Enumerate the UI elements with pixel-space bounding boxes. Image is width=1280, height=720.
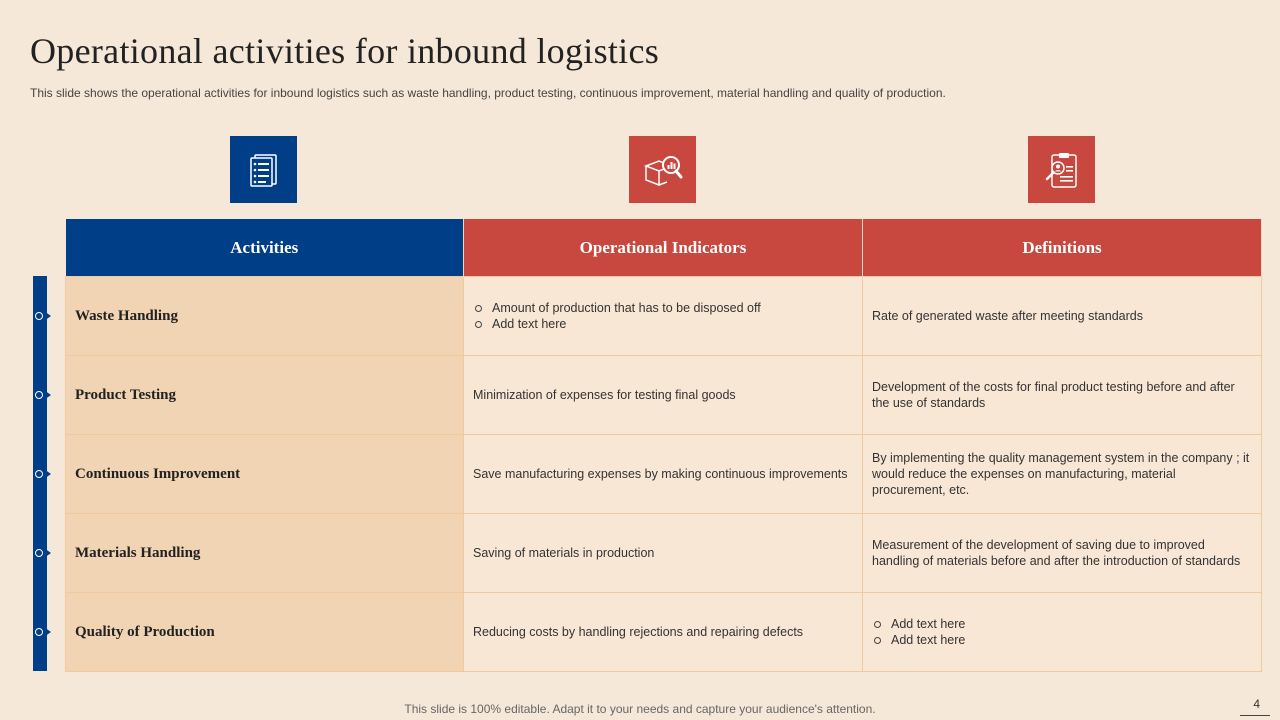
definitions-icon-tile (1028, 136, 1095, 203)
indicators-icon-tile (629, 136, 696, 203)
activity-cell: Waste Handling (66, 277, 464, 356)
row-marker (35, 626, 57, 638)
operations-table (65, 219, 1262, 672)
activity-cell: Materials Handling (66, 514, 464, 593)
box-analytics-icon (643, 150, 683, 190)
table-row (66, 514, 1262, 593)
row-marker (35, 547, 57, 559)
table-row (66, 356, 1262, 435)
definition-cell: Development of the costs for final product testing before and after the use of standards (863, 356, 1262, 435)
definition-cell: By implementing the quality management system in the company ; it would reduce the expenses on manufacturing, material procurement, etc. (863, 435, 1262, 514)
indicator-cell: Save manufacturing expenses by making continuous improvements (464, 435, 863, 514)
activity-cell: Quality of Production (66, 593, 464, 672)
page-title: Operational activities for inbound logistics (30, 31, 660, 71)
document-list-icon (244, 150, 284, 190)
clipboard-search-icon (1042, 150, 1082, 190)
list-item: Add text here (872, 632, 1252, 648)
definition-cell: Measurement of the development of saving due to improved handling of materials before and after the introduction of standards (863, 514, 1262, 593)
table-row (66, 435, 1262, 514)
indicator-cell: Reducing costs by handling rejections and repairing defects (464, 593, 863, 672)
indicator-cell: Saving of materials in production (464, 514, 863, 593)
indicator-cell (464, 277, 863, 356)
activity-cell: Continuous Improvement (66, 435, 464, 514)
list-item: Amount of production that has to be disposed off (473, 300, 853, 316)
row-marker (35, 468, 57, 480)
header-definitions: Definitions (863, 219, 1262, 277)
page-subtitle: This slide shows the operational activities for inbound logistics such as waste handling, product testing, continuous improvement, material handling and quality of production. (30, 86, 946, 100)
header-activities: Activities (66, 219, 464, 277)
row-marker (35, 389, 57, 401)
row-marker (35, 310, 57, 322)
definition-cell (863, 593, 1262, 672)
table-row (66, 593, 1262, 672)
activity-cell: Product Testing (66, 356, 464, 435)
page-number-underline (1240, 715, 1270, 716)
activities-icon-tile (230, 136, 297, 203)
list-item: Add text here (473, 316, 853, 332)
table-header-row (66, 219, 1262, 277)
table-row (66, 277, 1262, 356)
page-number: 4 (1253, 697, 1260, 711)
indicator-cell: Minimization of expenses for testing final goods (464, 356, 863, 435)
list-item: Add text here (872, 616, 1252, 632)
definition-cell: Rate of generated waste after meeting standards (863, 277, 1262, 356)
header-operational-indicators: Operational Indicators (464, 219, 863, 277)
footer-note: This slide is 100% editable. Adapt it to your needs and capture your audience's attention. (404, 702, 876, 716)
